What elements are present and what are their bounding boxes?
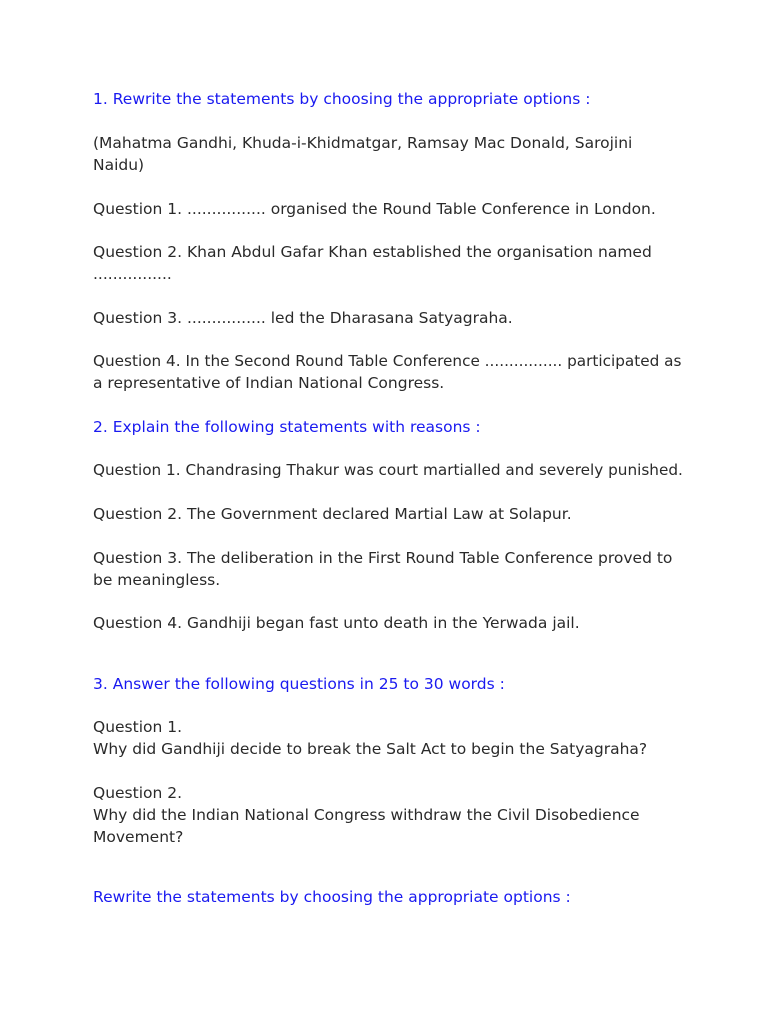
section1-heading: 1. Rewrite the statements by choosing the appropriate options :: [93, 90, 591, 108]
section3-heading: 3. Answer the following questions in 25 to 30 words :: [93, 675, 505, 693]
section1-question-2-line-2: ................: [93, 265, 172, 283]
section2-question-3-line-2: be meaningless.: [93, 571, 221, 589]
footer-heading: Rewrite the statements by choosing the appropriate options :: [93, 888, 571, 906]
section1-question-2-line-1: Question 2. Khan Abdul Gafar Khan established the organisation named: [93, 243, 652, 261]
section1-question-1: Question 1. ................ organised the Round Table Conference in London.: [93, 200, 656, 218]
section3-question-2-text-line-2: Movement?: [93, 828, 184, 846]
section3-question-1-label: Question 1.: [93, 718, 183, 736]
section1-question-4-line-1: Question 4. In the Second Round Table Conference ................ participated as: [93, 352, 682, 370]
section3-question-2-text-line-1: Why did the Indian National Congress withdraw the Civil Disobedience: [93, 806, 640, 824]
section3-question-2-label: Question 2.: [93, 784, 183, 802]
options-line-2: Naidu): [93, 156, 145, 174]
section2-heading: 2. Explain the following statements with reasons :: [93, 418, 481, 436]
section1-question-3: Question 3. ................ led the Dharasana Satyagraha.: [93, 309, 513, 327]
section1-question-4-line-2: a representative of Indian National Congress.: [93, 374, 445, 392]
section2-question-2: Question 2. The Government declared Martial Law at Solapur.: [93, 505, 572, 523]
options-line-1: (Mahatma Gandhi, Khuda-i-Khidmatgar, Ramsay Mac Donald, Sarojini: [93, 134, 633, 152]
section2-question-1: Question 1. Chandrasing Thakur was court martialled and severely punished.: [93, 461, 683, 479]
section2-question-3-line-1: Question 3. The deliberation in the First Round Table Conference proved to: [93, 549, 673, 567]
section3-question-1-text: Why did Gandhiji decide to break the Salt Act to begin the Satyagraha?: [93, 740, 648, 758]
section2-question-4: Question 4. Gandhiji began fast unto death in the Yerwada jail.: [93, 614, 580, 632]
